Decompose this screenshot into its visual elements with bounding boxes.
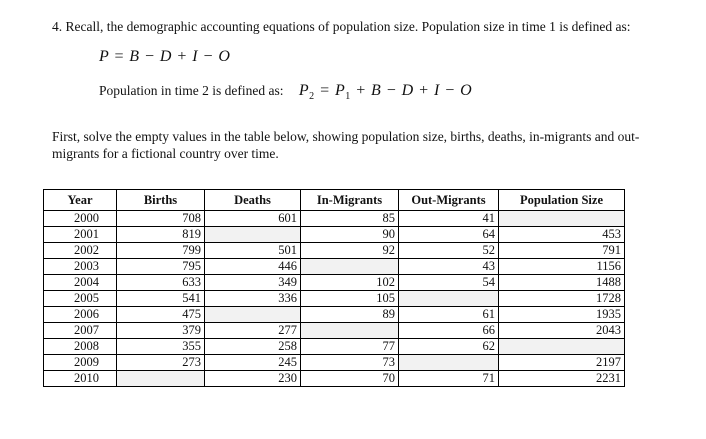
empty-cell-in-migrants [301,259,399,275]
cell-in-migrants: 70 [301,371,399,387]
cell-population-size: 1156 [499,259,625,275]
cell-year: 2003 [44,259,117,275]
cell-births: 475 [117,307,205,323]
cell-population-size: 453 [499,227,625,243]
table-row [44,275,625,291]
cell-deaths: 601 [205,211,301,227]
cell-year: 2002 [44,243,117,259]
equation-population-time2 [298,82,473,103]
empty-cell-births [117,371,205,387]
eq2-equals: = [314,82,335,99]
cell-deaths: 349 [205,275,301,291]
cell-population-size: 1488 [499,275,625,291]
cell-out-migrants: 64 [399,227,499,243]
cell-out-migrants: 62 [399,339,499,355]
table-row [44,339,625,355]
cell-deaths: 230 [205,371,301,387]
cell-out-migrants: 66 [399,323,499,339]
cell-out-migrants: 43 [399,259,499,275]
question-text: 4. Recall, the demographic accounting equations of population size. Population size in time 1 is defined as: [52,19,631,34]
column-header-out-migrants: Out-Migrants [399,190,499,211]
table-body [44,211,625,387]
cell-births: 355 [117,339,205,355]
table-row [44,307,625,323]
cell-year: 2004 [44,275,117,291]
cell-births: 273 [117,355,205,371]
cell-year: 2006 [44,307,117,323]
eq2-rest: + B − D + I − O [350,82,473,99]
cell-births: 795 [117,259,205,275]
column-header-population-size: Population Size [499,190,625,211]
equation-population-time2-row [99,82,472,102]
table-row [44,323,625,339]
cell-in-migrants: 102 [301,275,399,291]
cell-out-migrants: 61 [399,307,499,323]
table-header-row [44,190,625,211]
cell-in-migrants: 90 [301,227,399,243]
cell-in-migrants: 105 [301,291,399,307]
cell-births: 379 [117,323,205,339]
cell-births: 541 [117,291,205,307]
time2-label: Population in time 2 is defined as: [99,83,284,98]
table-row [44,211,625,227]
cell-year: 2001 [44,227,117,243]
empty-cell-deaths [205,227,301,243]
empty-cell-deaths [205,307,301,323]
instructions-text: First, solve the empty values in the table below, showing population size, births, deaths, in-migrants and out-migrants for a fictional country over time. [52,129,640,161]
cell-year: 2008 [44,339,117,355]
cell-in-migrants: 92 [301,243,399,259]
cell-deaths: 336 [205,291,301,307]
empty-cell-out-migrants [399,291,499,307]
cell-births: 708 [117,211,205,227]
cell-in-migrants: 85 [301,211,399,227]
eq2-p2: P [298,82,310,99]
cell-population-size: 2231 [499,371,625,387]
cell-year: 2007 [44,323,117,339]
table-row [44,227,625,243]
cell-in-migrants: 77 [301,339,399,355]
cell-in-migrants: 73 [301,355,399,371]
column-header-births: Births [117,190,205,211]
empty-cell-population-size [499,339,625,355]
cell-deaths: 277 [205,323,301,339]
cell-population-size: 2197 [499,355,625,371]
eq2-p1: P [334,82,346,99]
cell-year: 2010 [44,371,117,387]
cell-births: 819 [117,227,205,243]
cell-population-size: 1935 [499,307,625,323]
cell-out-migrants: 54 [399,275,499,291]
cell-year: 2000 [44,211,117,227]
column-header-in-migrants: In-Migrants [301,190,399,211]
cell-in-migrants: 89 [301,307,399,323]
cell-population-size: 1728 [499,291,625,307]
table-row [44,243,625,259]
cell-population-size: 791 [499,243,625,259]
cell-deaths: 501 [205,243,301,259]
table-row [44,371,625,387]
empty-cell-population-size [499,211,625,227]
table-row [44,259,625,275]
cell-out-migrants: 71 [399,371,499,387]
empty-cell-in-migrants [301,323,399,339]
cell-year: 2005 [44,291,117,307]
cell-deaths: 446 [205,259,301,275]
cell-deaths: 245 [205,355,301,371]
table-row [44,355,625,371]
eq2-sub2: 2 [309,91,315,103]
cell-out-migrants: 52 [399,243,499,259]
cell-year: 2009 [44,355,117,371]
eq2-sub1: 1 [345,91,351,103]
column-header-year: Year [44,190,117,211]
cell-deaths: 258 [205,339,301,355]
cell-population-size: 2043 [499,323,625,339]
column-header-deaths: Deaths [205,190,301,211]
cell-births: 799 [117,243,205,259]
equation-population-time1: P = B − D + I − O [99,48,231,65]
population-table [43,189,625,387]
cell-births: 633 [117,275,205,291]
cell-out-migrants: 41 [399,211,499,227]
table-row [44,291,625,307]
empty-cell-out-migrants [399,355,499,371]
